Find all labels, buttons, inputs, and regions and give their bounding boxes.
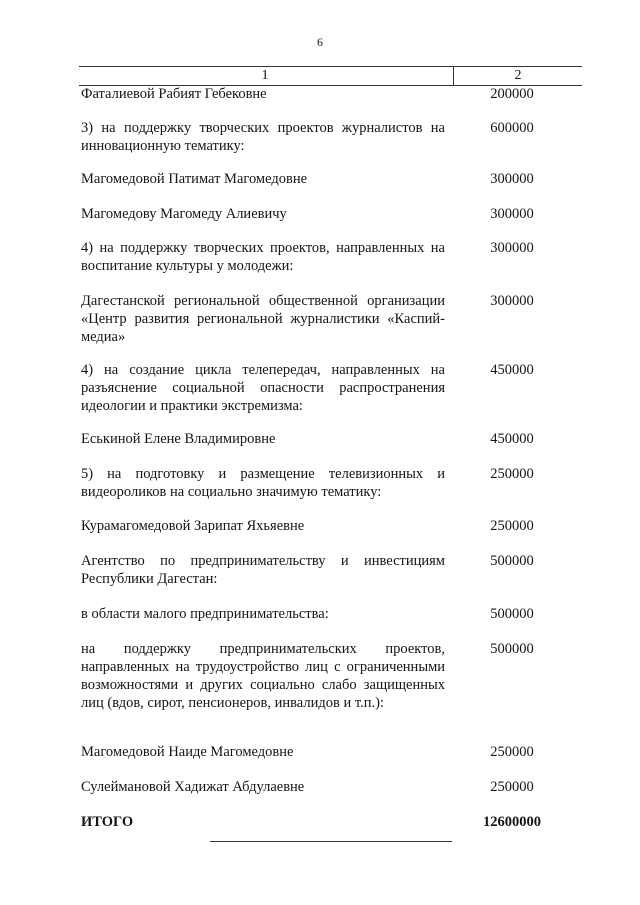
row-text: 5) на подготовку и размещение телевизионных и видеороликов на социально значимую тематику: [81, 466, 445, 500]
row-amount: 500000 [490, 553, 534, 569]
row-amount: 250000 [490, 518, 534, 534]
row-text: на поддержку предпринимательских проектов, направленных на трудоустройство лиц с ограниченными возможностями и других социально слабо защищенных лиц (вдов, сирот, пенсионеров, инвалидов и т.п.): [81, 641, 445, 711]
total-amount: 12600000 [483, 814, 541, 830]
table-header [79, 66, 582, 86]
row-amount: 450000 [490, 362, 534, 378]
row-amount: 200000 [490, 86, 534, 102]
row-amount: 500000 [490, 606, 534, 622]
row-amount: 500000 [490, 641, 534, 657]
row-text: в области малого предпринимательства: [81, 606, 329, 622]
row-amount: 250000 [490, 466, 534, 482]
closing-rule [210, 841, 452, 842]
row-amount: 300000 [490, 240, 534, 256]
row-amount: 300000 [490, 293, 534, 309]
row-text: Сулеймановой Хадижат Абдулаевне [81, 779, 305, 795]
row-amount: 600000 [490, 120, 534, 136]
row-text: Еськиной Елене Владимировне [81, 431, 276, 447]
row-text: Магомедову Магомеду Алиевичу [81, 206, 287, 222]
row-amount: 450000 [490, 431, 534, 447]
row-text: Агентство по предпринимательству и инвестициям Республики Дагестан: [81, 553, 445, 587]
column-header-2: 2 [514, 68, 522, 83]
row-text: Фаталиевой Рабият Гебековне [81, 86, 267, 102]
page-number: 6 [317, 35, 323, 49]
row-amount: 250000 [490, 744, 534, 760]
row-amount: 300000 [490, 206, 534, 222]
row-text: Дагестанской региональной общественной организации «Центр развития региональной журналистики «Каспий-медиа» [81, 293, 445, 345]
row-text: Магомедовой Наиде Магомедовне [81, 744, 294, 760]
row-text: 4) на создание цикла телепередач, направленных на разъяснение социальной опасности распространения идеологии и практики экстремизма: [81, 362, 445, 414]
row-text: Магомедовой Патимат Магомедовне [81, 171, 308, 187]
row-amount: 300000 [490, 171, 534, 187]
column-header-1: 1 [261, 68, 269, 83]
row-text: Курамагомедовой Зарипат Яхьяевне [81, 518, 305, 534]
row-text: 3) на поддержку творческих проектов журналистов на инновационную тематику: [81, 120, 445, 154]
row-amount: 250000 [490, 779, 534, 795]
total-label: ИТОГО [81, 814, 134, 830]
row-text: 4) на поддержку творческих проектов, направленных на воспитание культуры у молодежи: [81, 240, 445, 274]
